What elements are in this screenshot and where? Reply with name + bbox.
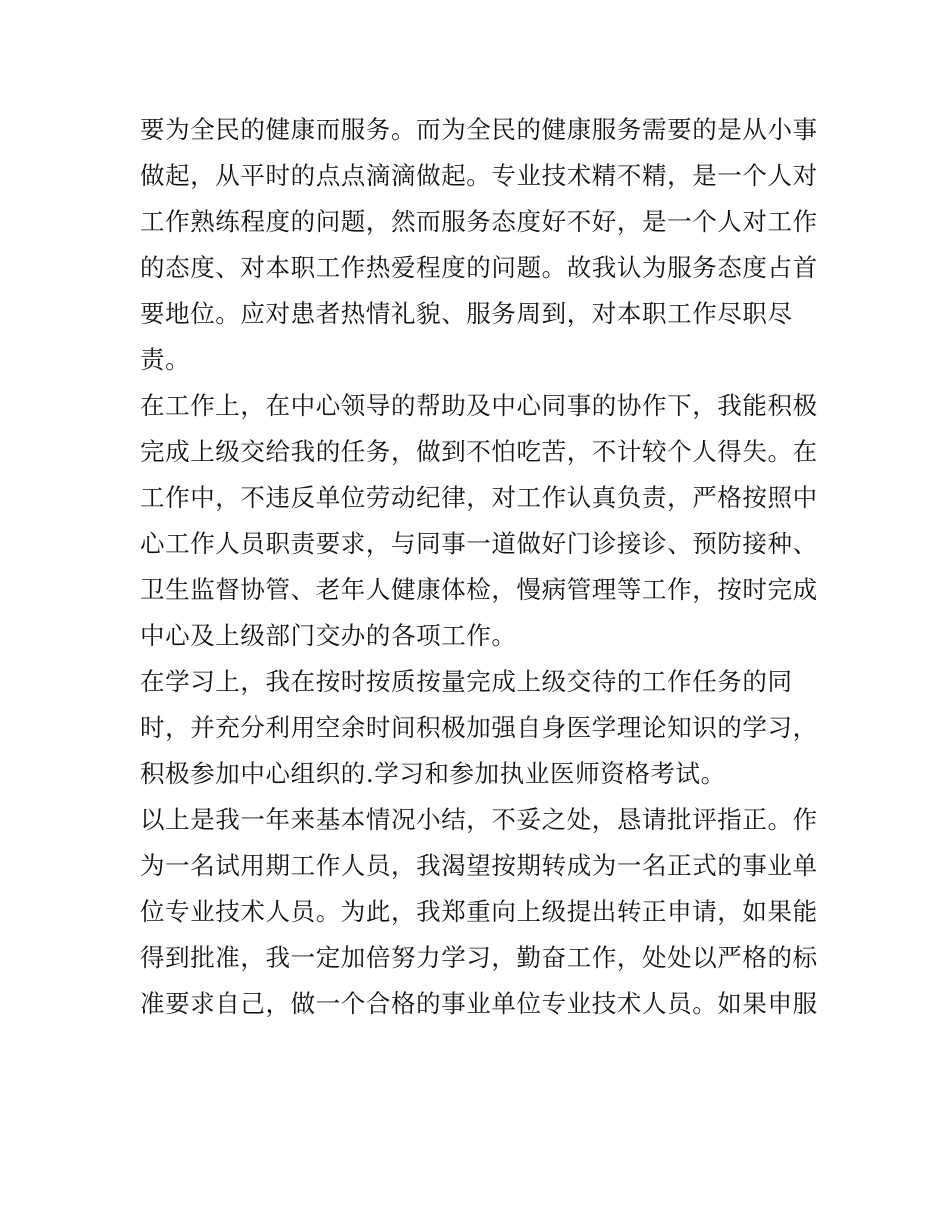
paragraph-service-attitude bbox=[140, 107, 820, 383]
text-line: 工作熟练程度的问题，然而服务态度好不好，是一个人对工作 bbox=[140, 207, 818, 236]
text-line: 工作中，不违反单位劳动纪律，对工作认真负责，严格按照中 bbox=[140, 483, 818, 512]
text-line: 时，并充分利用空余时间积极加强自身医学理论知识的学习， bbox=[140, 713, 818, 742]
text-line: 位专业技术人员。为此，我郑重向上级提出转正申请，如果能 bbox=[140, 897, 818, 926]
text-line: 心工作人员职责要求，与同事一道做好门诊接诊、预防接种、 bbox=[140, 529, 818, 558]
text-line: 要为全民的健康而服务。而为全民的健康服务需要的是从小事 bbox=[140, 115, 818, 144]
document-body bbox=[140, 107, 820, 1027]
text-line: 准要求自己，做一个合格的事业单位专业技术人员。如果申服 bbox=[140, 989, 818, 1018]
paragraph-summary bbox=[140, 797, 820, 1027]
paragraph-work bbox=[140, 383, 820, 659]
text-line: 得到批准，我一定加倍努力学习，勤奋工作，处处以严格的标 bbox=[140, 943, 818, 972]
text-line: 的态度、对本职工作热爱程度的问题。故我认为服务态度占首 bbox=[140, 253, 818, 282]
text-line: 在学习上，我在按时按质按量完成上级交待的工作任务的同 bbox=[140, 667, 793, 696]
text-line: 为一名试用期工作人员，我渴望按期转成为一名正式的事业单 bbox=[140, 851, 818, 880]
text-line: 要地位。应对患者热情礼貌、服务周到，对本职工作尽职尽 bbox=[140, 299, 793, 328]
text-line: 卫生监督协管、老年人健康体检，慢病管理等工作，按时完成 bbox=[140, 575, 818, 604]
text-line: 在工作上，在中心领导的帮助及中心同事的协作下，我能积极 bbox=[140, 391, 818, 420]
text-line: 责。 bbox=[140, 345, 191, 374]
text-line: 中心及上级部门交办的各项工作。 bbox=[140, 621, 517, 650]
text-line: 完成上级交给我的任务，做到不怕吃苦，不计较个人得失。在 bbox=[140, 437, 818, 466]
paragraph-study bbox=[140, 659, 820, 797]
text-line: 做起，从平时的点点滴滴做起。专业技术精不精，是一个人对 bbox=[140, 161, 818, 190]
text-line: 以上是我一年来基本情况小结，不妥之处，恳请批评指正。作 bbox=[140, 805, 818, 834]
text-line: 积极参加中心组织的.学习和参加执业医师资格考试。 bbox=[140, 759, 726, 788]
